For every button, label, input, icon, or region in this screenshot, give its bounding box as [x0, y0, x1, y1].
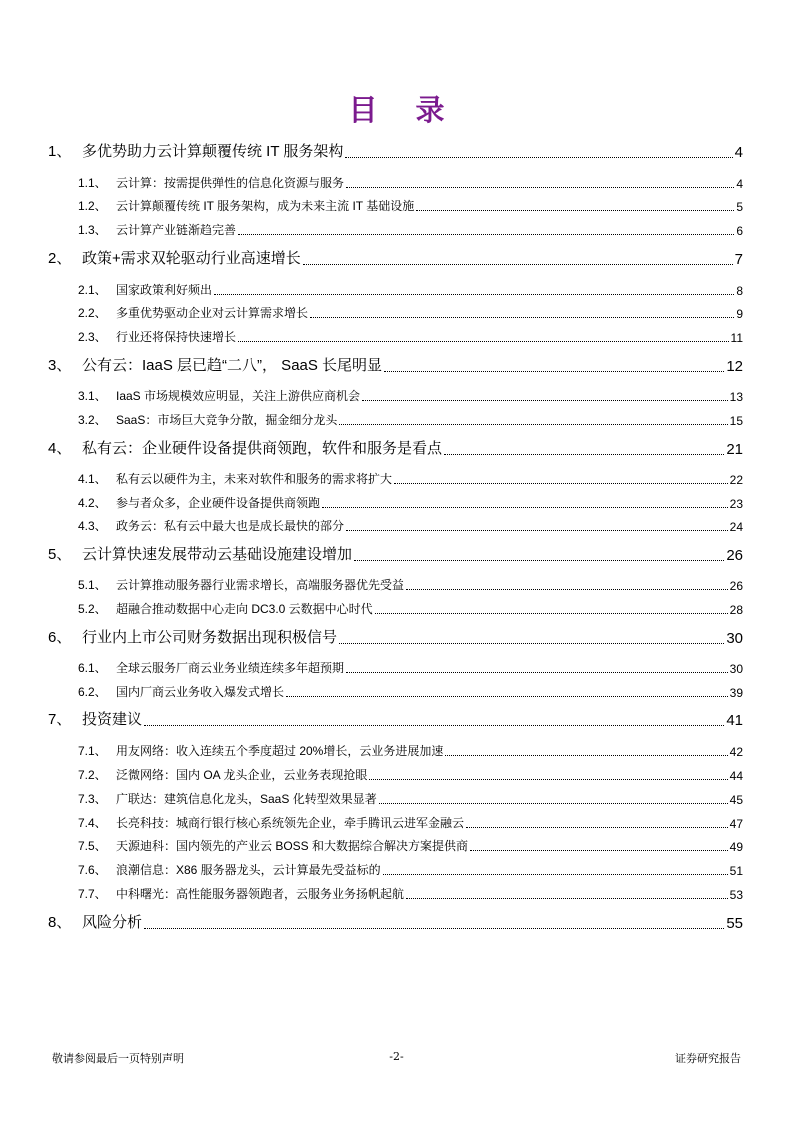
toc-dot-leader — [406, 588, 728, 590]
toc-entry-page: 15 — [729, 414, 743, 428]
toc-section-entry[interactable] — [78, 573, 743, 593]
toc-section-entry[interactable] — [78, 680, 743, 700]
toc-entry-page: 21 — [726, 441, 743, 458]
toc-section-entry[interactable] — [78, 858, 743, 878]
toc-chapter-entry[interactable] — [48, 438, 743, 458]
toc-entry-number: 7.2、 — [78, 768, 107, 782]
toc-dot-leader — [238, 340, 729, 342]
toc-dot-leader — [354, 559, 724, 561]
toc-section-entry[interactable] — [78, 811, 743, 831]
toc-entry-page: 22 — [729, 473, 743, 487]
toc-entry-page: 13 — [729, 390, 743, 404]
toc-dot-leader — [214, 293, 734, 295]
toc-entry-title: 私有云以硬件为主，未来对软件和服务的需求将扩大 — [116, 472, 393, 486]
toc-chapter-entry[interactable] — [48, 355, 743, 375]
toc-entry-number: 3、 — [48, 357, 72, 374]
toc-section-entry[interactable] — [78, 597, 743, 617]
toc-section-entry[interactable] — [78, 656, 743, 676]
toc-dot-leader — [444, 453, 724, 455]
toc-section-entry[interactable] — [78, 408, 743, 428]
toc-dot-leader — [346, 671, 728, 673]
toc-entry-title: 用友网络：收入连续五个季度超过 20%增长，云业务进展加速 — [116, 744, 444, 758]
toc-entry-title: 公有云：IaaS 层已趋“二八”， SaaS 长尾明显 — [82, 357, 383, 374]
toc-entry-page: 24 — [729, 520, 743, 534]
toc-entry-title: 云计算快速发展带动云基础设施建设增加 — [82, 546, 353, 563]
toc-dot-leader — [339, 642, 724, 644]
toc-entry-page: 8 — [736, 284, 743, 298]
toc-entry-page: 47 — [729, 817, 743, 831]
toc-entry-number: 4.1、 — [78, 472, 107, 486]
toc-entry-number: 4.2、 — [78, 496, 107, 510]
toc-section-entry[interactable] — [78, 218, 743, 238]
toc-entry-page: 41 — [726, 712, 743, 729]
footer-page-number: -2- — [389, 1050, 404, 1063]
toc-section-entry[interactable] — [78, 491, 743, 511]
toc-chapter-entry[interactable] — [48, 544, 743, 564]
toc-entry-title: 云计算产业链渐趋完善 — [116, 223, 237, 237]
toc-dot-leader — [416, 209, 734, 211]
toc-entry-number: 2.1、 — [78, 283, 107, 297]
toc-chapter-entry[interactable] — [48, 709, 743, 729]
toc-dot-leader — [144, 724, 724, 726]
toc-dot-leader — [286, 695, 728, 697]
toc-entry-page: 39 — [729, 686, 743, 700]
toc-entry-title: 私有云：企业硬件设备提供商领跑，软件和服务是看点 — [82, 440, 443, 457]
toc-entry-title: 国内厂商云业务收入爆发式增长 — [116, 685, 285, 699]
toc-entry-page: 7 — [734, 251, 743, 268]
toc-entry-title: 多重优势驱动企业对云计算需求增长 — [116, 306, 309, 320]
toc-entry-title: 政策+需求双轮驱动行业高速增长 — [82, 250, 301, 267]
toc-entry-page: 30 — [726, 630, 743, 647]
toc-entry-page: 5 — [736, 200, 743, 214]
toc-entry-page: 23 — [729, 497, 743, 511]
toc-dot-leader — [369, 778, 727, 780]
toc-entry-page: 11 — [730, 331, 743, 345]
toc-chapter-entry[interactable] — [48, 248, 743, 268]
toc-section-entry[interactable] — [78, 514, 743, 534]
toc-dot-leader — [384, 370, 724, 372]
toc-entry-title: 风险分析 — [82, 914, 143, 931]
toc-chapter-entry[interactable] — [48, 141, 743, 161]
toc-section-entry[interactable] — [78, 278, 743, 298]
toc-dot-leader — [445, 754, 727, 756]
toc-dot-leader — [379, 802, 728, 804]
toc-entry-number: 2、 — [48, 250, 72, 267]
toc-entry-title: 中科曙光：高性能服务器领跑者，云服务业务扬帆起航 — [116, 887, 405, 901]
toc-dot-leader — [345, 156, 732, 158]
toc-chapter-entry[interactable] — [48, 912, 743, 932]
toc-entry-title: 云计算：按需提供弹性的信息化资源与服务 — [116, 176, 345, 190]
toc-chapter-entry[interactable] — [48, 627, 743, 647]
toc-entry-title: 广联达：建筑信息化龙头，SaaS 化转型效果显著 — [116, 792, 377, 806]
toc-entry-page: 4 — [734, 144, 743, 161]
toc-section-entry[interactable] — [78, 301, 743, 321]
toc-entry-number: 1.1、 — [78, 176, 107, 190]
toc-entry-page: 4 — [736, 177, 743, 191]
toc-entry-number: 3.2、 — [78, 413, 107, 427]
toc-entry-page: 9 — [736, 307, 743, 321]
toc-entry-number: 7.5、 — [78, 839, 107, 853]
toc-entry-number: 5、 — [48, 546, 72, 563]
toc-entry-number: 1、 — [48, 143, 72, 160]
toc-entry-page: 30 — [729, 662, 743, 676]
toc-section-entry[interactable] — [78, 467, 743, 487]
toc-entry-title: 全球云服务厂商云业务业绩连续多年超预期 — [116, 661, 345, 675]
toc-section-entry[interactable] — [78, 739, 743, 759]
toc-entry-page: 26 — [726, 547, 743, 564]
toc-section-entry[interactable] — [78, 194, 743, 214]
toc-entry-title: 云计算推动服务器行业需求增长，高端服务器优先受益 — [116, 578, 405, 592]
toc-entry-number: 1.3、 — [78, 223, 107, 237]
toc-dot-leader — [362, 399, 728, 401]
toc-dot-leader — [375, 612, 728, 614]
toc-dot-leader — [303, 263, 733, 265]
toc-entry-page: 51 — [729, 864, 743, 878]
toc-entry-title: 长亮科技：城商行银行核心系统领先企业，牵手腾讯云进军金融云 — [116, 816, 465, 830]
toc-entry-page: 6 — [736, 224, 743, 238]
footer-disclaimer: 敬请参阅最后一页特别声明 — [52, 1052, 184, 1065]
toc-dot-leader — [466, 826, 728, 828]
toc-entry-title: 国家政策利好频出 — [116, 283, 213, 297]
toc-entry-page: 45 — [729, 793, 743, 807]
toc-entry-number: 7.4、 — [78, 816, 107, 830]
toc-entry-number: 7.6、 — [78, 863, 107, 877]
toc-section-entry[interactable] — [78, 325, 743, 345]
toc-entry-number: 1.2、 — [78, 199, 107, 213]
toc-entry-title: 行业内上市公司财务数据出现积极信号 — [82, 629, 338, 646]
toc-entry-number: 2.3、 — [78, 330, 107, 344]
toc-entry-page: 55 — [726, 915, 743, 932]
toc-entry-page: 49 — [729, 840, 743, 854]
toc-section-entry[interactable] — [78, 171, 743, 191]
toc-dot-leader — [339, 423, 727, 425]
toc-section-entry[interactable] — [78, 882, 743, 902]
toc-section-entry[interactable] — [78, 787, 743, 807]
toc-entry-page: 53 — [729, 888, 743, 902]
toc-dot-leader — [144, 927, 724, 929]
page-title: 目 录 — [348, 93, 459, 127]
toc-entry-number: 3.1、 — [78, 389, 107, 403]
toc-dot-leader — [383, 873, 728, 875]
toc-entry-number: 6.1、 — [78, 661, 107, 675]
toc-entry-number: 7、 — [48, 711, 72, 728]
toc-section-entry[interactable] — [78, 384, 743, 404]
toc-entry-title: SaaS：市场巨大竞争分散，掘金细分龙头 — [116, 413, 338, 427]
toc-dot-leader — [346, 529, 728, 531]
toc-entry-number: 4、 — [48, 440, 72, 457]
footer-report-type: 证券研究报告 — [675, 1052, 741, 1065]
toc-entry-title: 行业还将保持快速增长 — [116, 330, 237, 344]
toc-dot-leader — [406, 897, 728, 899]
toc-entry-page: 44 — [729, 769, 743, 783]
toc-entry-title: 泛微网络：国内 OA 龙头企业，云业务表现抢眼 — [116, 768, 368, 782]
toc-section-entry[interactable] — [78, 763, 743, 783]
toc-entry-page: 12 — [726, 358, 743, 375]
toc-entry-number: 7.1、 — [78, 744, 107, 758]
toc-dot-leader — [322, 506, 728, 508]
toc-entry-number: 6、 — [48, 629, 72, 646]
toc-entry-title: IaaS 市场规模效应明显，关注上游供应商机会 — [116, 389, 361, 403]
toc-entry-page: 42 — [729, 745, 743, 759]
toc-entry-title: 投资建议 — [82, 711, 143, 728]
toc-entry-number: 4.3、 — [78, 519, 107, 533]
toc-entry-title: 政务云：私有云中最大也是成长最快的部分 — [116, 519, 345, 533]
toc-entry-number: 7.3、 — [78, 792, 107, 806]
toc-entry-number: 6.2、 — [78, 685, 107, 699]
toc-entry-number: 5.1、 — [78, 578, 107, 592]
toc-entry-title: 超融合推动数据中心走向 DC3.0 云数据中心时代 — [116, 602, 373, 616]
toc-entry-title: 天源迪科：国内领先的产业云 BOSS 和大数据综合解决方案提供商 — [116, 839, 469, 853]
toc-entry-page: 26 — [729, 579, 743, 593]
toc-entry-title: 浪潮信息：X86 服务器龙头，云计算最先受益标的 — [116, 863, 381, 877]
toc-entry-number: 8、 — [48, 914, 72, 931]
toc-dot-leader — [470, 849, 728, 851]
toc-section-entry[interactable] — [78, 834, 743, 854]
toc-dot-leader — [238, 233, 734, 235]
toc-entry-title: 云计算颠覆传统 IT 服务架构，成为未来主流 IT 基础设施 — [116, 199, 415, 213]
toc-dot-leader — [346, 186, 734, 188]
toc-entry-page: 28 — [729, 603, 743, 617]
toc-entry-number: 2.2、 — [78, 306, 107, 320]
toc-entry-number: 5.2、 — [78, 602, 107, 616]
toc-entry-title: 多优势助力云计算颠覆传统 IT 服务架构 — [82, 143, 344, 160]
toc-entry-title: 参与者众多，企业硬件设备提供商领跑 — [116, 496, 321, 510]
toc-entry-number: 7.7、 — [78, 887, 107, 901]
toc-dot-leader — [310, 316, 734, 318]
toc-dot-leader — [394, 482, 728, 484]
